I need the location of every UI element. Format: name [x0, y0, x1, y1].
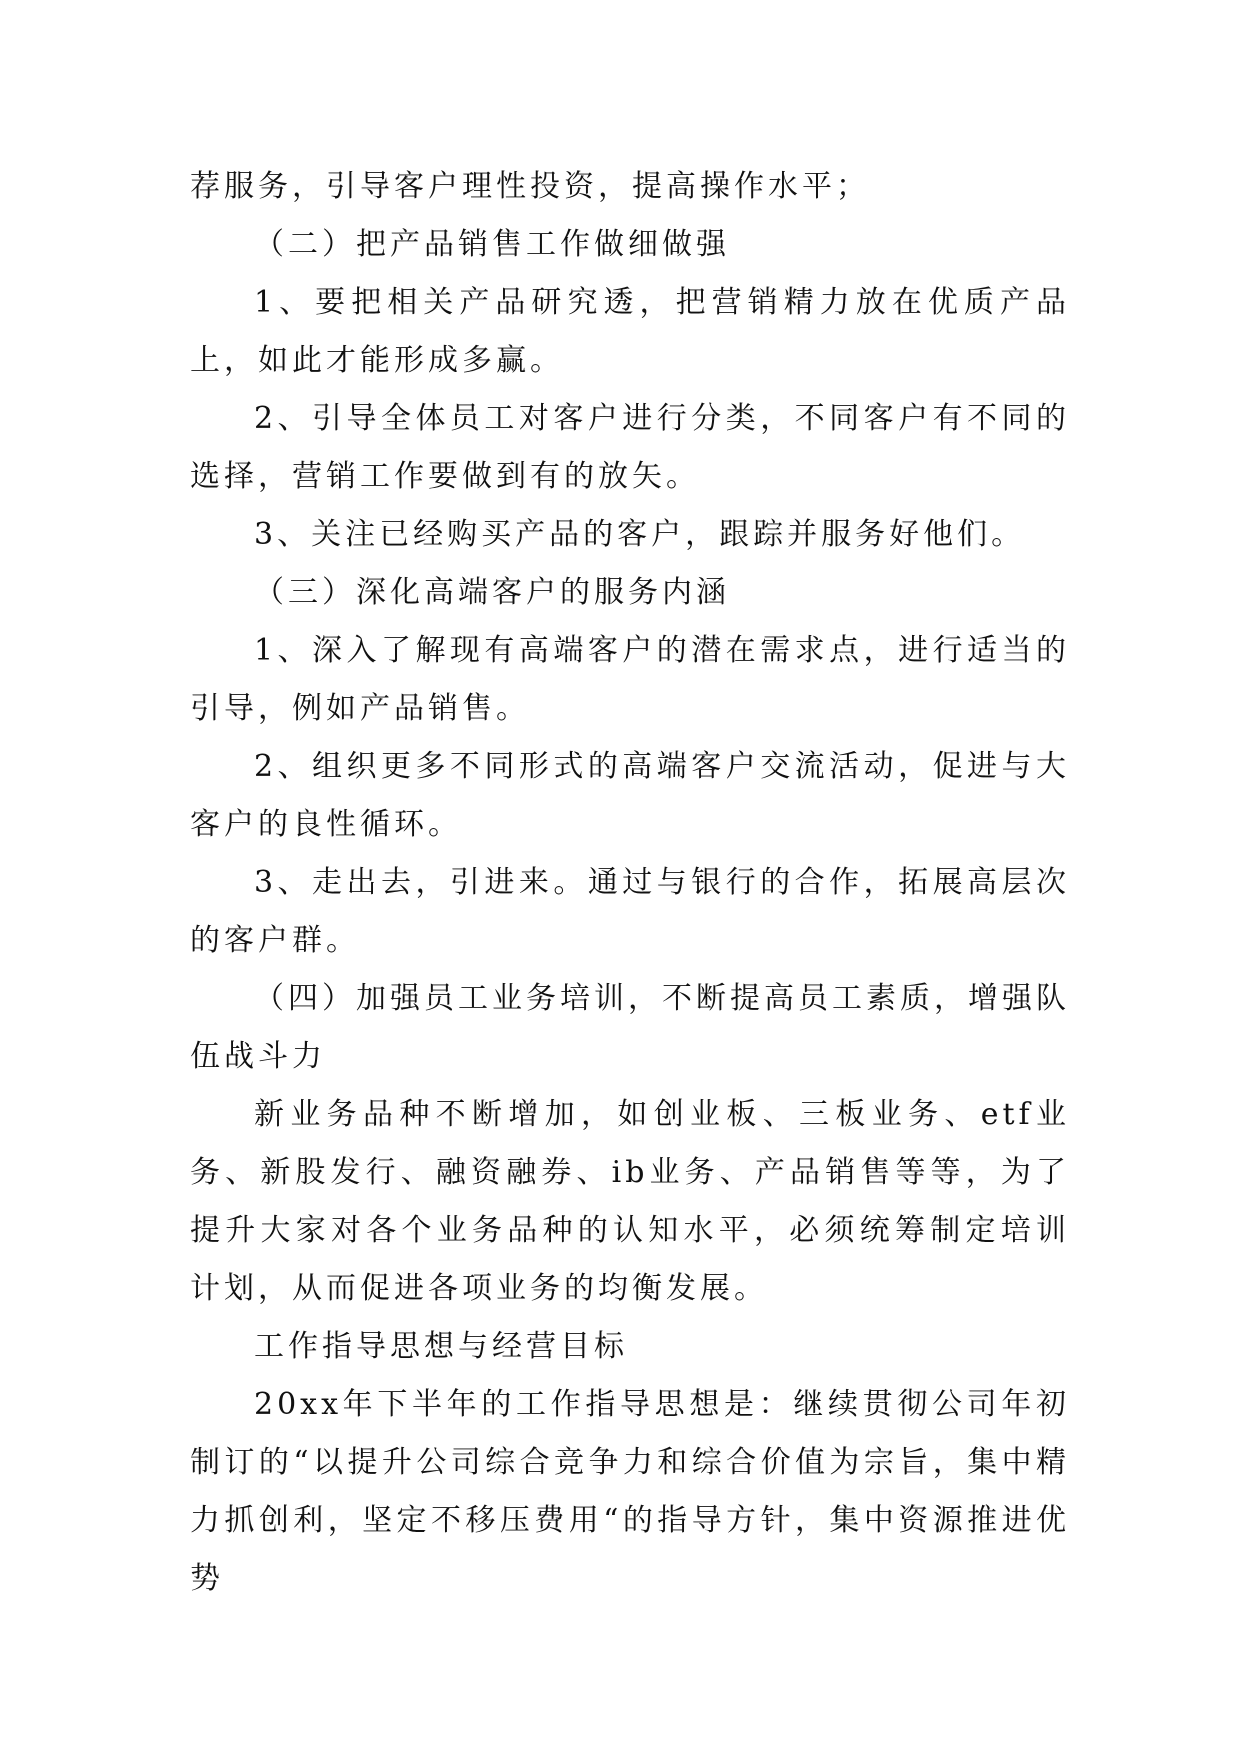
document-body [190, 158, 1070, 1608]
section-heading-4: （四）加强员工业务培训，不断提高员工素质，增强队伍战斗力 [190, 981, 1070, 1074]
paragraph-4: 2、引导全体员工对客户进行分类，不同客户有不同的选择，营销工作要做到有的放矢。 [190, 401, 1070, 494]
paragraph-11: 新业务品种不断增加，如创业板、三板业务、etf业务、新股发行、融资融券、ib业务、产品销售等等，为了提升大家对各个业务品种的认知水平，必须统筹制定培训计划，从而促进各项业务的均衡发展。 [190, 1097, 1070, 1306]
paragraph-9: 3、走出去，引进来。通过与银行的合作，拓展高层次的客户群。 [190, 865, 1070, 958]
paragraph-8: 2、组织更多不同形式的高端客户交流活动，促进与大客户的良性循环。 [190, 749, 1070, 842]
paragraph-7: 1、深入了解现有高端客户的潜在需求点，进行适当的引导，例如产品销售。 [190, 633, 1070, 726]
paragraph-5: 3、关注已经购买产品的客户，跟踪并服务好他们。 [254, 517, 1026, 552]
section-heading-2: （二）把产品销售工作做细做强 [254, 227, 730, 262]
paragraph-13: 20xx年下半年的工作指导思想是：继续贯彻公司年初制订的“以提升公司综合竞争力和综合价值为宗旨，集中精力抓创利，坚定不移压费用“的指导方针，集中资源推进优势 [190, 1387, 1070, 1596]
paragraph-1: 荐服务，引导客户理性投资，提高操作水平； [190, 169, 870, 204]
section-heading-3: （三）深化高端客户的服务内涵 [254, 575, 730, 610]
section-heading-goals: 工作指导思想与经营目标 [254, 1329, 628, 1364]
paragraph-3: 1、要把相关产品研究透，把营销精力放在优质产品上，如此才能形成多赢。 [190, 285, 1070, 378]
